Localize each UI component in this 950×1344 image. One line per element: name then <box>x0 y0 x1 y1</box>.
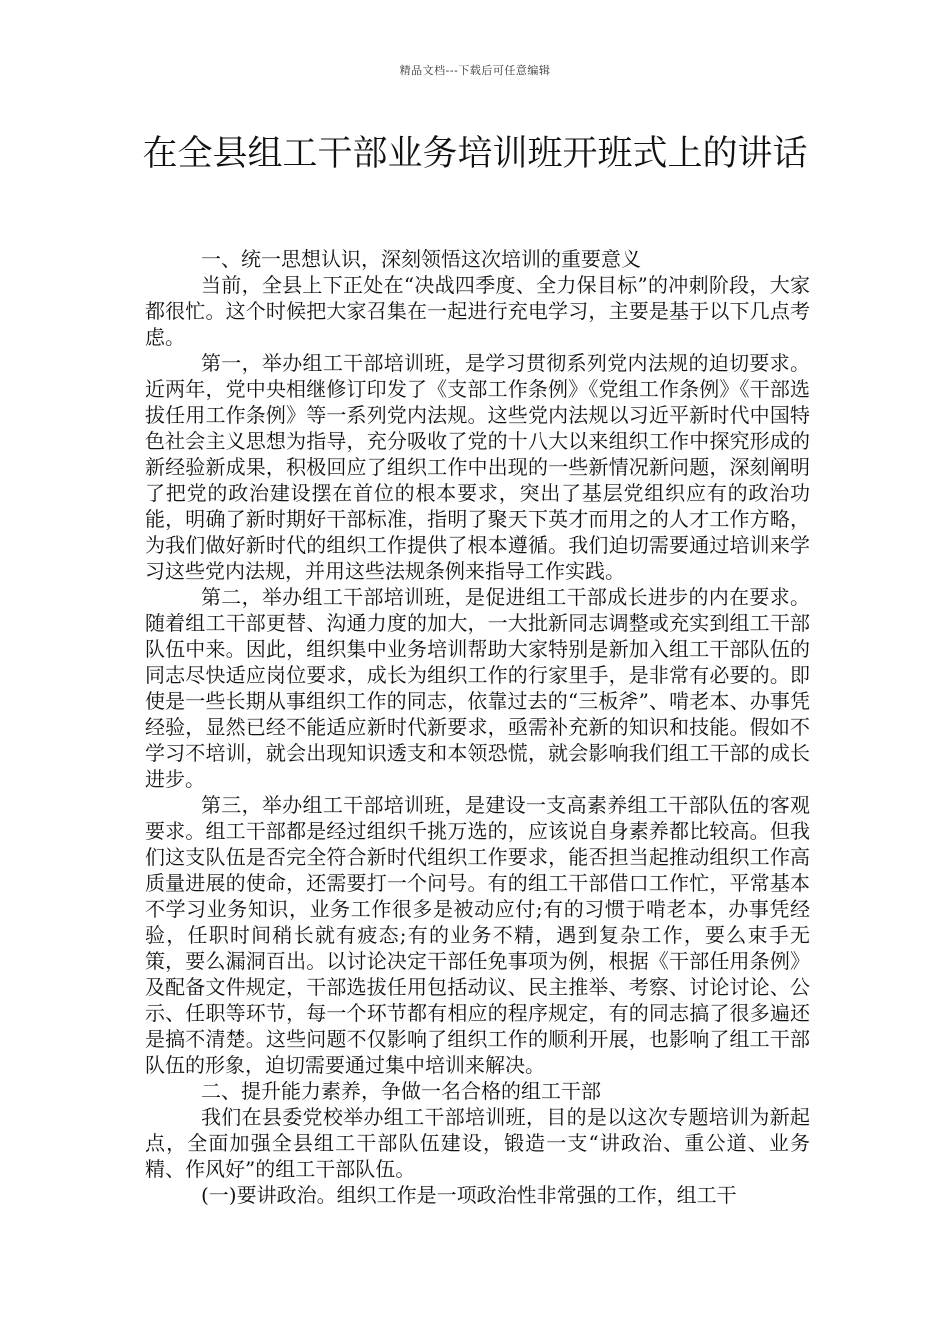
page-header-note: 精品文档---下载后可任意编辑 <box>399 64 551 77</box>
document-body <box>145 246 810 1208</box>
body-paragraph: 第三，举办组工干部培训班，是建设一支高素养组工干部队伍的客观要求。组工干部都是经过组织千挑万选的，应该说自身素养都比较高。但我们这支队伍是否完全符合新时代组织工作要求，能否担当起推动组织工作高质量进展的使命，还需要打一个问号。有的组工干部借口工作忙，平常基本不学习业务知识，业务工作很多是被动应付;有的习惯于啃老本，办事凭经验，任职时间稍长就有疲态;有的业务不精，遇到复杂工作，要么束手无策，要么漏洞百出。以讨论决定干部任免事项为例，根据《干部任用条例》及配备文件规定，干部选拔任用包括动议、民主推举、考察、讨论讨论、公示、任职等环节，每一个环节都有相应的程序规定，有的同志搞了很多遍还是搞不清楚。这些问题不仅影响了组织工作的顺利开展，也影响了组工干部队伍的形象，迫切需要通过集中培训来解决。 <box>145 793 810 1077</box>
body-paragraph: (一)要讲政治。组织工作是一项政治性非常强的工作，组工干 <box>201 1183 737 1207</box>
body-paragraph: 我们在县委党校举办组工干部培训班，目的是以这次专题培训为新起点，全面加强全县组工干部队伍建设，锻造一支“讲政治、重公道、业务精、作风好”的组工干部队伍。 <box>145 1105 810 1181</box>
section-heading-2: 二、提升能力素养，争做一名合格的组工干部 <box>201 1079 601 1103</box>
body-paragraph: 第一，举办组工干部培训班，是学习贯彻系列党内法规的迫切要求。近两年，党中央相继修订印发了《支部工作条例》《党组工作条例》《干部选拔任用工作条例》等一系列党内法规。这些党内法规以习近平新时代中国特色社会主义思想为指导，充分吸收了党的十八大以来组织工作中探究形成的新经验新成果，积极回应了组织工作中出现的一些新情况新问题，深刻阐明了把党的政治建设摆在首位的根本要求，突出了基层党组织应有的政治功能，明确了新时期好干部标准，指明了聚天下英才而用之的人才工作方略，为我们做好新时代的组织工作提供了根本遵循。我们迫切需要通过培训来学习这些党内法规，并用这些法规条例来指导工作实践。 <box>145 351 810 583</box>
body-paragraph: 第二，举办组工干部培训班，是促进组工干部成长进步的内在要求。随着组工干部更替、沟通力度的加大，一大批新同志调整或充实到组工干部队伍中来。因此，组织集中业务培训帮助大家特别是新加入组工干部队伍的同志尽快适应岗位要求，成长为组织工作的行家里手，是非常有必要的。即使是一些长期从事组织工作的同志，依靠过去的“三板斧”、啃老本、办事凭经验，显然已经不能适应新时代新要求，亟需补充新的知识和技能。假如不学习不培训，就会出现知识透支和本领恐慌，就会影响我们组工干部的成长进步。 <box>145 585 810 791</box>
section-heading-1: 一、统一思想认识，深刻领悟这次培训的重要意义 <box>201 247 641 271</box>
document-title: 在全县组工干部业务培训班开班式上的讲话 <box>142 134 808 174</box>
body-paragraph: 当前，全县上下正处在“决战四季度、全力保目标”的冲刺阶段，大家都很忙。这个时候把大家召集在一起进行充电学习，主要是基于以下几点考虑。 <box>145 273 810 349</box>
